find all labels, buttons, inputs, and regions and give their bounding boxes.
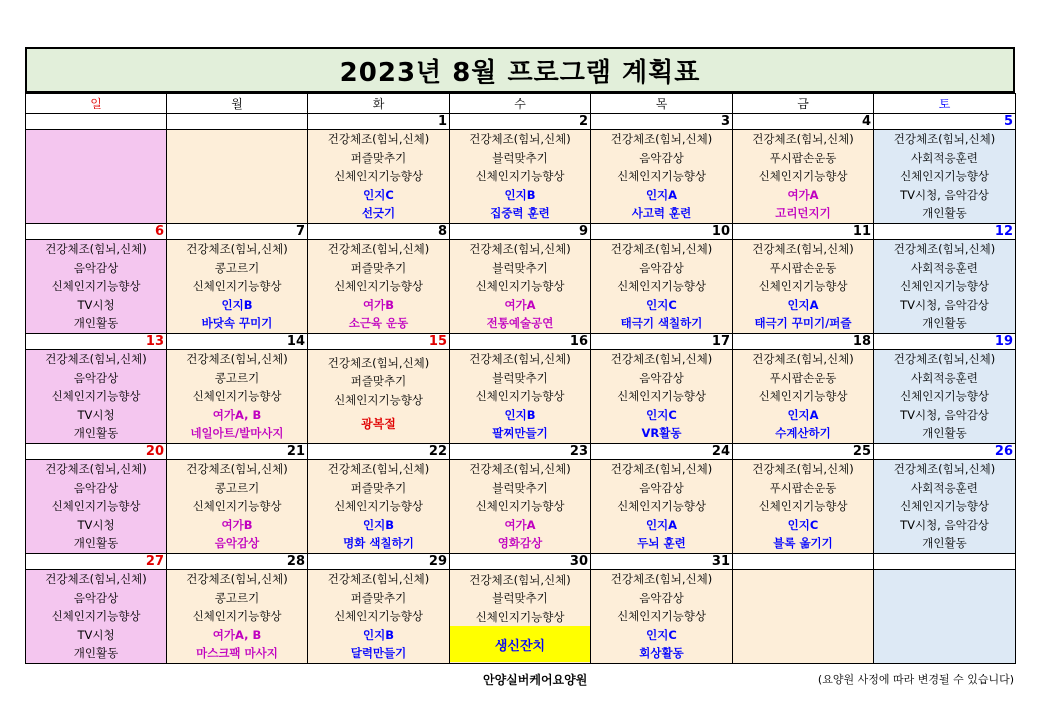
activity-item: 신체인지기능향상	[192, 389, 282, 404]
day-cell	[26, 240, 167, 334]
activity-item: 음악감상	[214, 536, 260, 551]
activity-item: 신체인지기능향상	[334, 169, 423, 184]
activity-item: 네일아트/발마사지	[190, 426, 284, 441]
weekday-sun: 일	[26, 94, 167, 114]
activity-item: 건강체조(힘뇌,신체)	[327, 572, 430, 587]
activity-item: 두뇌 훈련	[637, 536, 686, 551]
activity-item: 건강체조(힘뇌,신체)	[327, 355, 430, 370]
holiday-label: 광복절	[361, 417, 396, 432]
activity-item: 영화감상	[497, 536, 543, 551]
date-number: 3	[591, 114, 733, 130]
activity-item: 음악감상	[639, 370, 684, 385]
activity-item: 신체인지기능향상	[900, 499, 989, 514]
activity-item: 인지B	[363, 627, 394, 642]
activity-item: 신체인지기능향상	[475, 169, 565, 184]
activity-item: 건강체조(힘뇌,신체)	[610, 462, 713, 477]
date-number: 23	[450, 444, 591, 460]
activity-item: 신체인지기능향상	[475, 389, 565, 404]
activity-item: 건강체조(힘뇌,신체)	[327, 242, 430, 257]
day-cell	[733, 460, 874, 554]
activity-item: 개인활동	[73, 536, 119, 551]
activity-item: VR활동	[641, 426, 682, 441]
date-number: 9	[450, 224, 591, 240]
activity-item: 음악감상	[639, 260, 684, 275]
activity-item: 인지A	[645, 187, 678, 202]
date-number	[167, 114, 308, 130]
date-row	[26, 224, 1016, 240]
day-cell	[874, 240, 1016, 334]
date-number: 21	[167, 444, 308, 460]
day-cell	[450, 130, 591, 224]
activity-row	[26, 130, 1016, 224]
activity-item: 블럭맞추기	[492, 150, 548, 165]
activity-item: TV시청	[77, 407, 115, 422]
calendar-table	[25, 93, 1016, 664]
day-cell	[874, 350, 1016, 444]
activity-item: 블럭맞추기	[492, 260, 548, 275]
activity-item: 콩고르기	[214, 260, 260, 275]
activity-item: 신체인지기능향상	[192, 279, 282, 294]
activity-item: 퍼즐맞추기	[350, 260, 407, 275]
weekday-header-row	[26, 94, 1016, 114]
activity-item: 블록 옮기기	[773, 536, 833, 551]
weekday-thu: 목	[591, 94, 733, 114]
activity-item: 태극기 색칠하기	[620, 316, 703, 331]
activity-item: 신체인지기능향상	[617, 499, 706, 514]
activity-row	[26, 460, 1016, 554]
activity-item: 명화 색칠하기	[343, 536, 414, 551]
date-number: 24	[591, 444, 733, 460]
activity-item: 수계산하기	[775, 426, 831, 441]
activity-item: 푸시팝손운동	[769, 150, 837, 165]
activity-item: 건강체조(힘뇌,신체)	[752, 132, 854, 147]
activity-item: 음악감상	[639, 590, 684, 605]
activity-row	[26, 350, 1016, 444]
organization-name: 안양실버케어요양원	[483, 673, 588, 687]
activity-item: 사회적응훈련	[911, 260, 978, 275]
day-cell	[167, 240, 308, 334]
activity-item: 소근육 운동	[348, 316, 409, 331]
calendar	[25, 47, 1015, 664]
activity-item: 퍼즐맞추기	[350, 150, 407, 165]
date-number: 18	[733, 334, 874, 350]
date-number: 31	[591, 554, 733, 570]
date-number: 5	[874, 114, 1016, 130]
activity-item: 건강체조(힘뇌,신체)	[610, 572, 713, 587]
activity-item: 신체인지기능향상	[334, 499, 423, 514]
activity-item: 건강체조(힘뇌,신체)	[469, 462, 571, 477]
activity-item: 전통예술공연	[486, 316, 554, 331]
day-cell	[308, 350, 450, 444]
activity-item: 인지B	[221, 297, 253, 312]
activity-item: 달력만들기	[350, 646, 407, 661]
date-number: 25	[733, 444, 874, 460]
activity-item: TV시청	[77, 297, 115, 312]
activity-item: 콩고르기	[214, 590, 260, 605]
day-cell	[874, 460, 1016, 554]
activity-item: 인지C	[787, 517, 819, 532]
activity-item: 블럭맞추기	[492, 591, 548, 606]
activity-item: 블럭맞추기	[492, 480, 548, 495]
activity-item: 여가A	[504, 517, 536, 532]
activity-item: TV시청, 음악감상	[900, 297, 989, 312]
date-number	[26, 114, 167, 130]
activity-item: 신체인지기능향상	[758, 389, 848, 404]
activity-item: 건강체조(힘뇌,신체)	[610, 352, 713, 367]
date-number: 26	[874, 444, 1016, 460]
date-number: 30	[450, 554, 591, 570]
activity-item: 바닷속 꾸미기	[201, 316, 273, 331]
date-number: 8	[308, 224, 450, 240]
activity-item: 신체인지기능향상	[51, 279, 141, 294]
activity-item: 건강체조(힘뇌,신체)	[893, 462, 996, 477]
activity-item: 푸시팝손운동	[769, 260, 837, 275]
activity-item: 건강체조(힘뇌,신체)	[327, 132, 430, 147]
activity-item: 건강체조(힘뇌,신체)	[469, 352, 571, 367]
activity-item: 인지B	[504, 187, 536, 202]
activity-item: 개인활동	[922, 316, 967, 331]
day-cell	[591, 130, 733, 224]
activity-item: 퍼즐맞추기	[350, 590, 407, 605]
activity-item: 여가A, B	[212, 627, 262, 642]
activity-item: 개인활동	[73, 426, 119, 441]
activity-item: 인지B	[363, 517, 394, 532]
activity-item: 개인활동	[73, 316, 119, 331]
activity-item: 음악감상	[73, 260, 119, 275]
weekday-fri: 금	[733, 94, 874, 114]
activity-item: 신체인지기능향상	[617, 279, 706, 294]
activity-item: 사회적응훈련	[911, 150, 978, 165]
activity-item: 건강체조(힘뇌,신체)	[186, 572, 288, 587]
activity-item: 여가A, B	[212, 407, 262, 422]
activity-item: 신체인지기능향상	[192, 609, 282, 624]
activity-item: 건강체조(힘뇌,신체)	[45, 572, 147, 587]
date-number: 11	[733, 224, 874, 240]
activity-item: 콩고르기	[214, 370, 260, 385]
day-cell	[733, 570, 874, 664]
date-number: 13	[26, 334, 167, 350]
activity-item: 건강체조(힘뇌,신체)	[45, 242, 147, 257]
activity-item: 신체인지기능향상	[758, 169, 848, 184]
activity-item: 신체인지기능향상	[475, 609, 565, 624]
activity-item: 신체인지기능향상	[900, 169, 989, 184]
date-row	[26, 114, 1016, 130]
activity-item: 신체인지기능향상	[758, 279, 848, 294]
activity-item: 건강체조(힘뇌,신체)	[45, 462, 147, 477]
weekday-sat: 토	[874, 94, 1016, 114]
activity-item: 건강체조(힘뇌,신체)	[893, 352, 996, 367]
activity-item: 인지B	[504, 407, 536, 422]
activity-item: 여가B	[221, 517, 253, 532]
activity-item: 건강체조(힘뇌,신체)	[752, 352, 854, 367]
activity-item: 신체인지기능향상	[334, 279, 423, 294]
activity-item: 음악감상	[639, 480, 684, 495]
activity-item: 신체인지기능향상	[900, 279, 989, 294]
activity-item: 콩고르기	[214, 480, 260, 495]
date-number: 27	[26, 554, 167, 570]
day-cell	[167, 570, 308, 664]
activity-item: 사회적응훈련	[911, 370, 978, 385]
activity-item: 인지A	[787, 407, 819, 422]
activity-item: 건강체조(힘뇌,신체)	[752, 462, 854, 477]
activity-item: 신체인지기능향상	[51, 499, 141, 514]
date-number	[874, 554, 1016, 570]
date-number: 28	[167, 554, 308, 570]
activity-item: 태극기 꾸미기/퍼즐	[754, 316, 852, 331]
activity-item: 건강체조(힘뇌,신체)	[186, 242, 288, 257]
date-number	[733, 554, 874, 570]
date-number: 2	[450, 114, 591, 130]
date-number: 1	[308, 114, 450, 130]
page-title: 2023년 8월 프로그램 계획표	[25, 47, 1015, 93]
day-cell	[26, 350, 167, 444]
activity-item: TV시청, 음악감상	[900, 407, 989, 422]
date-number: 16	[450, 334, 591, 350]
activity-item: 신체인지기능향상	[51, 609, 141, 624]
day-cell	[450, 570, 591, 664]
activity-item: 신체인지기능향상	[617, 609, 706, 624]
activity-item: 신체인지기능향상	[51, 389, 141, 404]
activity-item: 음악감상	[73, 590, 119, 605]
activity-item: 신체인지기능향상	[617, 389, 706, 404]
activity-item: 신체인지기능향상	[334, 392, 423, 407]
activity-item: 회상활동	[639, 646, 684, 661]
activity-item: 인지C	[646, 627, 677, 642]
activity-item: TV시청, 음악감상	[900, 517, 989, 532]
day-cell	[874, 570, 1016, 664]
activity-item: 건강체조(힘뇌,신체)	[186, 462, 288, 477]
activity-item: 인지C	[646, 407, 677, 422]
weekday-tue: 화	[308, 94, 450, 114]
date-number: 7	[167, 224, 308, 240]
activity-item: 개인활동	[922, 426, 967, 441]
activity-item: 퍼즐맞추기	[350, 374, 407, 389]
date-number: 12	[874, 224, 1016, 240]
activity-item: 건강체조(힘뇌,신체)	[893, 132, 996, 147]
activity-item: 푸시팝손운동	[769, 480, 837, 495]
date-row	[26, 444, 1016, 460]
day-cell	[733, 240, 874, 334]
date-row	[26, 334, 1016, 350]
footer-note: (요양원 사정에 따라 변경될 수 있습니다)	[817, 673, 1014, 686]
date-number: 17	[591, 334, 733, 350]
date-number: 19	[874, 334, 1016, 350]
activity-item: 음악감상	[639, 150, 684, 165]
activity-item: 신체인지기능향상	[900, 389, 989, 404]
activity-item: 인지C	[363, 187, 394, 202]
day-cell	[450, 350, 591, 444]
activity-item: 인지A	[645, 517, 678, 532]
activity-item: 음악감상	[73, 370, 119, 385]
activity-item: 음악감상	[73, 480, 119, 495]
day-cell	[733, 350, 874, 444]
activity-item: 개인활동	[73, 646, 119, 661]
activity-item: 신체인지기능향상	[475, 499, 565, 514]
activity-item: 여가A	[504, 297, 536, 312]
activity-item: 여가B	[363, 297, 394, 312]
activity-item: 건강체조(힘뇌,신체)	[186, 352, 288, 367]
activity-item: 신체인지기능향상	[192, 499, 282, 514]
activity-item: 사회적응훈련	[911, 480, 978, 495]
date-number: 15	[308, 334, 450, 350]
activity-item: 블럭맞추기	[492, 370, 548, 385]
day-cell	[591, 570, 733, 664]
activity-item: 신체인지기능향상	[334, 609, 423, 624]
activity-item: TV시청, 음악감상	[900, 187, 989, 202]
date-number: 10	[591, 224, 733, 240]
day-cell	[874, 130, 1016, 224]
activity-item: 사고력 훈련	[631, 206, 692, 221]
activity-item: 푸시팝손운동	[769, 370, 837, 385]
activity-item: 개인활동	[922, 206, 967, 221]
day-cell	[167, 460, 308, 554]
weekday-mon: 월	[167, 94, 308, 114]
activity-item: 마스크팩 마사지	[196, 646, 278, 661]
weekday-wed: 수	[450, 94, 591, 114]
activity-item: 퍼즐맞추기	[350, 480, 407, 495]
activity-item: 건강체조(힘뇌,신체)	[752, 242, 854, 257]
birthday-party-highlight: 생신잔치	[450, 626, 590, 662]
activity-item: 건강체조(힘뇌,신체)	[610, 242, 713, 257]
activity-item: 건강체조(힘뇌,신체)	[469, 132, 571, 147]
activity-item: 신체인지기능향상	[617, 169, 706, 184]
date-number: 20	[26, 444, 167, 460]
activity-item: 선긋기	[361, 206, 396, 221]
activity-item: 인지C	[646, 297, 677, 312]
day-cell	[26, 460, 167, 554]
day-cell	[450, 240, 591, 334]
day-cell	[591, 460, 733, 554]
day-cell	[308, 460, 450, 554]
activity-item: 팔찌만들기	[492, 426, 548, 441]
day-cell	[308, 570, 450, 664]
activity-item: 건강체조(힘뇌,신체)	[610, 132, 713, 147]
day-cell	[308, 240, 450, 334]
date-number: 6	[26, 224, 167, 240]
day-cell	[450, 460, 591, 554]
date-row	[26, 554, 1016, 570]
activity-item: 건강체조(힘뇌,신체)	[469, 242, 571, 257]
activity-row	[26, 570, 1016, 664]
activity-row	[26, 240, 1016, 334]
activity-item: TV시청	[77, 517, 115, 532]
date-number: 4	[733, 114, 874, 130]
activity-item: 건강체조(힘뇌,신체)	[327, 462, 430, 477]
day-cell	[308, 130, 450, 224]
date-number: 22	[308, 444, 450, 460]
day-cell	[26, 570, 167, 664]
day-cell	[167, 350, 308, 444]
day-cell	[591, 350, 733, 444]
date-number: 29	[308, 554, 450, 570]
activity-item: TV시청	[77, 627, 115, 642]
activity-item: 건강체조(힘뇌,신체)	[469, 572, 571, 587]
activity-item: 고리던지기	[775, 206, 831, 221]
activity-item: 집중력 훈련	[490, 206, 550, 221]
day-cell	[733, 130, 874, 224]
activity-item: 개인활동	[922, 536, 967, 551]
day-cell	[167, 130, 308, 224]
activity-item: 건강체조(힘뇌,신체)	[45, 352, 147, 367]
date-number: 14	[167, 334, 308, 350]
day-cell	[591, 240, 733, 334]
activity-item: 건강체조(힘뇌,신체)	[893, 242, 996, 257]
day-cell	[26, 130, 167, 224]
activity-item: 인지A	[787, 297, 819, 312]
activity-item: 여가A	[787, 187, 819, 202]
activity-item: 신체인지기능향상	[475, 279, 565, 294]
activity-item: 신체인지기능향상	[758, 499, 848, 514]
